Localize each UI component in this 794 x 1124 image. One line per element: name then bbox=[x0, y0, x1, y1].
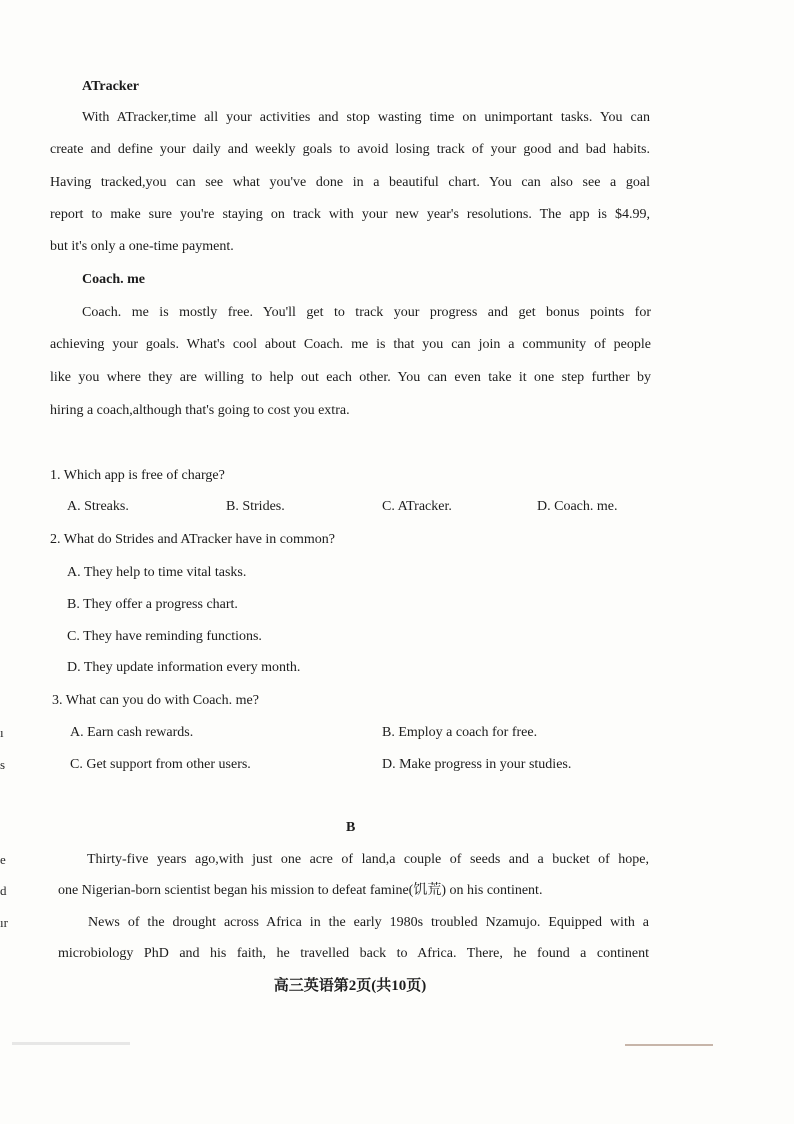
app-title-coach-me: Coach. me bbox=[82, 272, 145, 287]
margin-fragment: ır bbox=[0, 915, 8, 930]
question-3-option-b: B. Employ a coach for free. bbox=[382, 725, 538, 740]
question-1-option-a: A. Streaks. bbox=[67, 499, 129, 514]
margin-fragment: d bbox=[0, 883, 7, 898]
paragraph-line: With ATracker,time all your activities and stop wasting time on unimportant tasks. You can bbox=[82, 110, 650, 125]
scan-mark-left bbox=[12, 1042, 130, 1045]
section-b-heading: B bbox=[346, 820, 356, 835]
margin-fragment: e bbox=[0, 852, 6, 867]
question-1-option-d: D. Coach. me. bbox=[537, 499, 618, 514]
question-2-option-c: C. They have reminding functions. bbox=[67, 629, 262, 644]
paragraph-line: Thirty-five years ago,with just one acre of land,a couple of seeds and a bucket of hope, bbox=[87, 852, 649, 867]
paragraph-line: but it's only a one-time payment. bbox=[50, 239, 234, 254]
question-3-option-a: A. Earn cash rewards. bbox=[70, 725, 194, 740]
paragraph-line: hiring a coach,although that's going to cost you extra. bbox=[50, 403, 350, 418]
paragraph-line: News of the drought across Africa in the early 1980s troubled Nzamujo. Equipped with a bbox=[88, 915, 649, 930]
question-3-option-c: C. Get support from other users. bbox=[70, 757, 251, 772]
question-1-option-b: B. Strides. bbox=[226, 499, 285, 514]
question-2-option-b: B. They offer a progress chart. bbox=[67, 597, 238, 612]
paragraph-line: create and define your daily and weekly goals to avoid losing track of your good and bad habits. bbox=[50, 142, 650, 157]
page-footer: 高三英语第2页(共10页) bbox=[273, 978, 427, 994]
scan-mark-right bbox=[625, 1044, 713, 1046]
paragraph-line: microbiology PhD and his faith, he travelled back to Africa. There, he found a continent bbox=[58, 946, 649, 961]
question-2-option-d: D. They update information every month. bbox=[67, 660, 301, 675]
question-1-option-c: C. ATracker. bbox=[382, 499, 452, 514]
question-1-stem: 1. Which app is free of charge? bbox=[50, 468, 225, 483]
app-title-atracker: ATracker bbox=[82, 79, 140, 94]
paragraph-line: Having tracked,you can see what you've done in a beautiful chart. You can also see a goal bbox=[50, 175, 650, 190]
question-2-stem: 2. What do Strides and ATracker have in common? bbox=[50, 532, 336, 547]
paragraph-line: one Nigerian-born scientist began his mission to defeat famine(饥荒) on his continent. bbox=[58, 883, 543, 898]
paragraph-line: like you where they are willing to help out each other. You can even take it one step further by bbox=[50, 370, 651, 385]
question-2-option-a: A. They help to time vital tasks. bbox=[67, 565, 247, 580]
margin-fragment: ı bbox=[0, 725, 4, 740]
margin-fragment: s bbox=[0, 757, 6, 772]
paragraph-line: achieving your goals. What's cool about Coach. me is that you can join a community of people bbox=[50, 337, 651, 352]
paragraph-line: Coach. me is mostly free. You'll get to track your progress and get bonus points for bbox=[82, 305, 651, 320]
question-3-option-d: D. Make progress in your studies. bbox=[382, 757, 572, 772]
paragraph-line: report to make sure you're staying on track with your new year's resolutions. The app is $4.99, bbox=[50, 207, 650, 222]
question-3-stem: 3. What can you do with Coach. me? bbox=[52, 693, 259, 708]
